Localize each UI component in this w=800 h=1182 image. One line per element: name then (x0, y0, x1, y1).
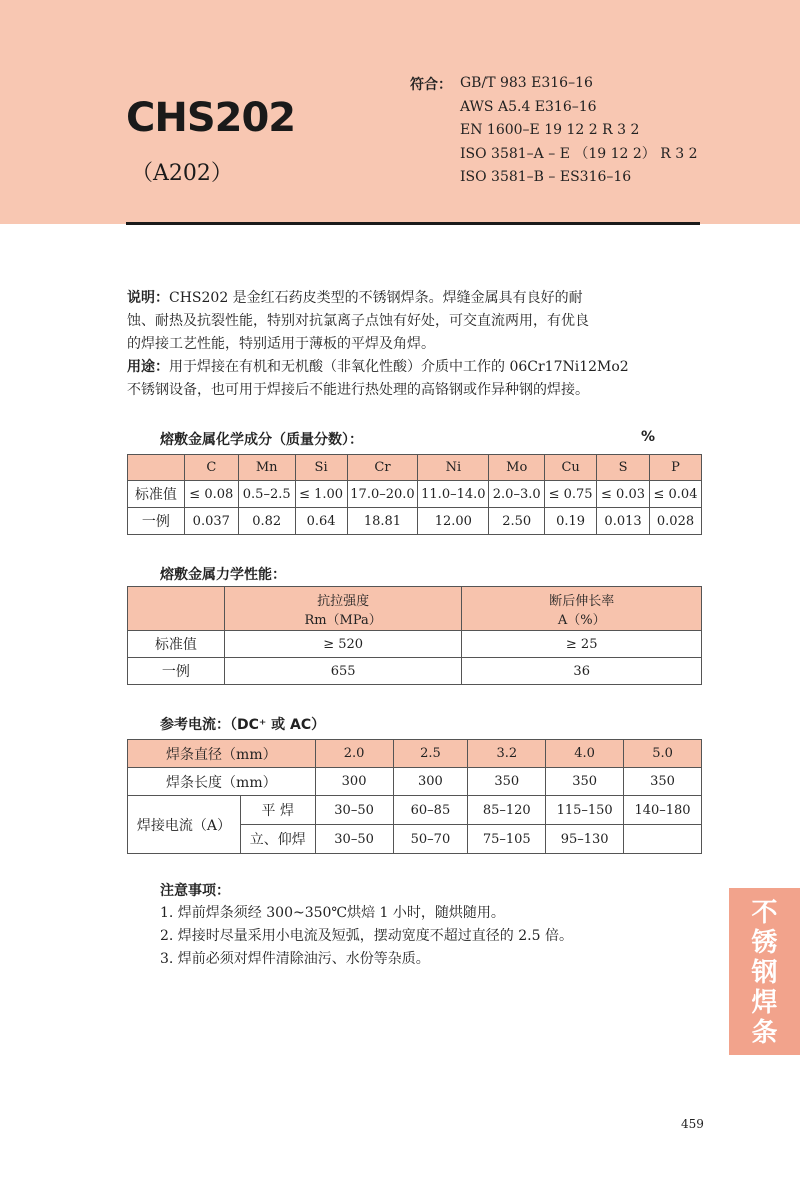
usage (127, 356, 702, 402)
note-item: 1. 焊前焊条须经 300~350℃烘焙 1 小时，随烘随用。 (160, 905, 505, 921)
product-subtitle: （A202） (131, 161, 233, 186)
standards-list (460, 72, 698, 190)
section-tab (729, 888, 800, 1055)
chem-header: Mo (489, 455, 545, 481)
header-rule (126, 222, 700, 225)
mech-cell: ≥ 520 (224, 631, 462, 658)
notes-title: 注意事项： (160, 883, 230, 899)
chem-row-label: 一例 (128, 508, 185, 535)
standard-item: GB/T 983 E316–16 (460, 75, 593, 91)
chem-header: Si (295, 455, 347, 481)
chem-cell: 0.82 (238, 508, 295, 535)
chem-cell: 0.013 (597, 508, 650, 535)
mech-header-name: 抗拉强度 (317, 593, 370, 609)
description-line: 蚀、耐热及抗裂性能，特别对抗氯离子点蚀有好处，可交直流两用，有优良 (127, 313, 589, 329)
chem-corner (128, 455, 185, 481)
diameter-cell: 5.0 (624, 740, 702, 768)
chem-cell: 0.64 (295, 508, 347, 535)
current-section-title: 参考电流：（DC⁺ 或 AC） (160, 717, 326, 733)
usage-line: 用于焊接在有机和无机酸（非氧化性酸）介质中工作的 06Cr17Ni12Mo2 (169, 359, 629, 375)
chem-row-example (128, 508, 702, 535)
chem-cell: 12.00 (418, 508, 489, 535)
chem-cell: ≤ 0.03 (597, 481, 650, 508)
description-line: CHS202 是金红石药皮类型的不锈钢焊条。焊缝金属具有良好的耐 (169, 290, 583, 306)
chem-cell: ≤ 0.04 (650, 481, 702, 508)
chem-cell: 11.0–14.0 (418, 481, 489, 508)
chem-cell: ≤ 0.75 (545, 481, 597, 508)
vertical-position-label: 立、仰焊 (240, 825, 315, 854)
chem-cell: 0.037 (184, 508, 238, 535)
current-cell: 60–85 (393, 796, 468, 825)
mech-header (462, 587, 702, 631)
current-length-row (128, 768, 702, 796)
mech-row-standard (128, 631, 702, 658)
chem-header: Ni (418, 455, 489, 481)
product-title: CHS202 (126, 95, 296, 141)
description-label: 说明： (127, 290, 169, 306)
note-item: 2. 焊接时尽量采用小电流及短弧，摆动宽度不超过直径的 2.5 倍。 (160, 928, 573, 944)
mech-cell: 36 (462, 658, 702, 685)
mech-row-label: 一例 (128, 658, 225, 685)
mech-header-unit: A（%） (557, 612, 606, 628)
current-cell: 50–70 (393, 825, 468, 854)
mech-header-row (128, 587, 702, 631)
standard-item: ISO 3581–B – ES316–16 (460, 169, 632, 185)
chem-cell: 0.028 (650, 508, 702, 535)
notes-list (160, 902, 720, 971)
note-item: 3. 焊前必须对焊件清除油污、水份等杂质。 (160, 951, 430, 967)
chem-cell: 2.50 (489, 508, 545, 535)
chem-row-label: 标准值 (128, 481, 185, 508)
chem-header: Cr (347, 455, 418, 481)
chem-table (127, 454, 702, 535)
chem-header: C (184, 455, 238, 481)
diameter-label: 焊条直径（mm） (128, 740, 316, 768)
usage-label: 用途： (127, 359, 169, 375)
header-band (0, 0, 800, 224)
page-number: 459 (681, 1117, 704, 1131)
diameter-cell: 3.2 (468, 740, 546, 768)
length-cell: 350 (546, 768, 624, 796)
current-diameter-row (128, 740, 702, 768)
mech-section-title: 熔敷金属力学性能： (160, 567, 286, 583)
mech-corner (128, 587, 225, 631)
chem-cell: 18.81 (347, 508, 418, 535)
current-cell: 75–105 (468, 825, 546, 854)
diameter-cell: 2.5 (393, 740, 468, 768)
mech-table (127, 586, 702, 685)
standard-item: AWS A5.4 E316–16 (460, 98, 597, 115)
chem-row-standard (128, 481, 702, 508)
current-table (127, 739, 702, 854)
chem-header-row (128, 455, 702, 481)
mech-row-label: 标准值 (128, 631, 225, 658)
chem-cell: 0.5–2.5 (238, 481, 295, 508)
standards-label: 符合： (410, 77, 452, 93)
current-cell: 95–130 (546, 825, 624, 854)
mech-row-example (128, 658, 702, 685)
diameter-cell: 4.0 (546, 740, 624, 768)
mech-header-name: 断后伸长率 (549, 593, 615, 609)
current-cell: 30–50 (315, 796, 393, 825)
current-cell: 30–50 (315, 825, 393, 854)
chem-cell: 0.19 (545, 508, 597, 535)
chem-unit: % (641, 429, 656, 445)
chem-header: Mn (238, 455, 295, 481)
mech-cell: 655 (224, 658, 462, 685)
chem-cell: ≤ 1.00 (295, 481, 347, 508)
mech-header (224, 587, 462, 631)
current-cell: 140–180 (624, 796, 702, 825)
length-cell: 300 (393, 768, 468, 796)
mech-cell: ≥ 25 (462, 631, 702, 658)
description-line: 的焊接工艺性能，特别适用于薄板的平焊及角焊。 (127, 336, 435, 352)
standard-item: ISO 3581–A – E （19 12 2） R 3 2 (460, 145, 698, 162)
length-label: 焊条长度（mm） (128, 768, 316, 796)
chem-header: Cu (545, 455, 597, 481)
chem-cell: 17.0–20.0 (347, 481, 418, 508)
current-cell (624, 825, 702, 854)
current-cell: 115–150 (546, 796, 624, 825)
mech-header-unit: Rm（MPa） (304, 612, 382, 628)
length-cell: 350 (468, 768, 546, 796)
chem-cell: 2.0–3.0 (489, 481, 545, 508)
flat-position-label: 平 焊 (240, 796, 315, 825)
description (127, 287, 702, 356)
section-tab-label: 不 锈 钢 焊 条 (751, 898, 778, 1048)
diameter-cell: 2.0 (315, 740, 393, 768)
standard-item: EN 1600–E 19 12 2 R 3 2 (460, 122, 640, 138)
chem-section-title: 熔敷金属化学成分（质量分数）： (160, 432, 363, 448)
length-cell: 350 (624, 768, 702, 796)
chem-cell: ≤ 0.08 (184, 481, 238, 508)
current-flat-row (128, 796, 702, 825)
chem-header: S (597, 455, 650, 481)
current-cell: 85–120 (468, 796, 546, 825)
usage-line: 不锈钢设备，也可用于焊接后不能进行热处理的高铬钢或作异种钢的焊接。 (127, 382, 589, 398)
chem-header: P (650, 455, 702, 481)
welding-current-label: 焊接电流（A） (128, 796, 241, 854)
length-cell: 300 (315, 768, 393, 796)
